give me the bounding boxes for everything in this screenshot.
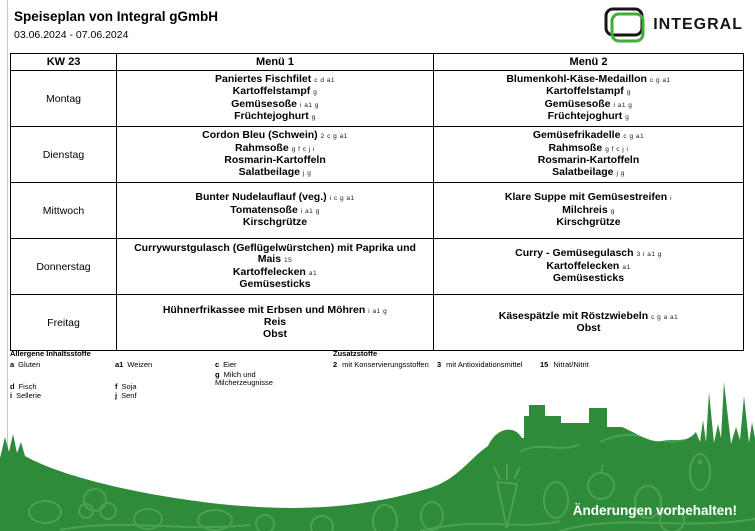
menu2-cell (434, 295, 744, 351)
logo-wordmark: INTEGRAL (653, 16, 743, 33)
allergen-codes: i a1 g (300, 101, 319, 109)
allergen-entry: j Senf (115, 391, 137, 400)
allergen-codes: i a1 g (300, 207, 320, 215)
integral-logo (603, 6, 743, 44)
table-header-row (11, 54, 744, 71)
day-cell: Montag (11, 71, 117, 127)
allergen-code: d (10, 381, 15, 391)
additive-entry: 3 mit Antioxidationsmittel (437, 360, 523, 369)
additive-code: 15 (540, 360, 549, 369)
allergen-codes: g (625, 114, 630, 121)
dish-name: Currywurstgulasch (Geflügelwürstchen) mit Paprika und Mais (134, 241, 416, 265)
allergen-codes: i (670, 195, 673, 203)
dish-name: Hühnerfrikassee mit Erbsen und Möhren (162, 303, 366, 316)
allergen-codes: c g a1 (649, 76, 671, 84)
day-cell: Freitag (11, 295, 117, 351)
allergen-codes: i a1 g (368, 307, 388, 315)
dish-name: Bunter Nudelauflauf (veg.) (195, 191, 327, 204)
dish-name: Obst (263, 327, 287, 340)
additive-code: 3 (437, 360, 442, 369)
dish-line (434, 167, 743, 180)
dish-name: Gemüsesoße (231, 97, 298, 110)
allergen-codes: g (626, 89, 631, 96)
dish-line (117, 329, 433, 341)
allergen-codes: g (610, 207, 615, 215)
header-menu2: Menü 2 (434, 54, 744, 71)
menu1-cell (117, 295, 434, 351)
allergen-code: i (10, 391, 13, 400)
allergen-codes: 2 c g a1 (320, 133, 348, 140)
day-cell: Mittwoch (11, 183, 117, 239)
additive-entry: 2 mit Konservierungsstoffen (333, 360, 429, 369)
day-cell: Donnerstag (11, 239, 117, 295)
dish-line (434, 273, 743, 285)
meal-plan-table (10, 53, 744, 351)
dish-name: Gemüsesticks (552, 272, 625, 285)
dish-name: Blumenkohl-Käse-Medaillon (506, 72, 647, 85)
additive-entry: 15 Nitrat/Nitrit (540, 360, 589, 369)
menu1-cell (117, 239, 434, 295)
header-menu1: Menü 1 (117, 54, 434, 71)
dish-name: Milchreis (562, 203, 608, 216)
allergen-codes: c d a1 (314, 76, 335, 84)
dish-name: Rahmsoße (235, 141, 289, 154)
dish-name: Rahmsoße (548, 141, 603, 154)
dish-name: Kartoffelstampf (546, 85, 624, 97)
allergen-codes: c g a1 (623, 133, 645, 140)
allergen-code: f (115, 381, 118, 391)
day-cell: Dienstag (11, 127, 117, 183)
allergen-code: j (115, 391, 118, 400)
allergen-codes: j g (616, 169, 625, 177)
allergen-codes: 3 i a1 g (636, 251, 662, 259)
dish-name: Rosmarin-Kartoffeln (224, 154, 326, 166)
dish-name: Rosmarin-Kartoffeln (537, 154, 640, 166)
integral-logo-icon (603, 6, 649, 44)
dish-name: Salatbeilage (552, 165, 614, 178)
allergen-entry: f Soja (115, 381, 137, 391)
allergen-codes: i a1 g (613, 101, 633, 109)
dish-line (434, 323, 743, 335)
dish-name: Käsespätzle mit Röstzwiebeln (498, 309, 649, 322)
table-row (11, 127, 744, 183)
table-row (11, 183, 744, 239)
logo-green-rect (612, 14, 643, 41)
allergen-entry: i Sellerie (10, 391, 42, 400)
allergen-codes: g (313, 89, 318, 96)
allergen-code: a (10, 360, 15, 369)
table-row (11, 239, 744, 295)
dish-line (434, 111, 743, 124)
allergen-code: a1 (115, 360, 124, 369)
additives-title: Zusatzstoffe (333, 349, 378, 358)
dish-name: Gemüsesticks (239, 278, 311, 290)
dish-name: Klare Suppe mit Gemüsestreifen (504, 191, 668, 204)
menu1-cell (117, 71, 434, 127)
allergen-codes: 15 (284, 257, 293, 264)
dish-name: Kirschgrütze (242, 216, 308, 229)
dish-name: Salatbeilage (238, 165, 300, 178)
allergen-codes: g (311, 114, 316, 121)
footer-note: Änderungen vorbehalten! (572, 503, 737, 518)
dish-name: Früchtejoghurt (547, 110, 623, 122)
dish-name: Gemüsefrikadelle (532, 129, 621, 141)
header-kw: KW 23 (11, 54, 117, 71)
menu-table-body (11, 71, 744, 351)
allergen-codes: g f c j i (605, 145, 629, 153)
dish-name: Reis (263, 316, 287, 329)
allergen-code: g (215, 369, 220, 379)
allergen-codes: a1 (622, 263, 631, 271)
dish-name: Früchtejoghurt (234, 110, 309, 122)
allergen-entry: a1 Weizen (115, 360, 153, 369)
allergen-entry: d Fisch (10, 381, 37, 391)
dish-name: Tomatensoße (230, 203, 298, 216)
allergens-title: Allergene Inhaltsstoffe (10, 349, 91, 358)
page-title: Speiseplan von Integral gGmbH (14, 9, 219, 24)
dish-name: Curry - Gemüsegulasch (515, 247, 634, 260)
menu1-cell (117, 127, 434, 183)
date-range: 03.06.2024 - 07.06.2024 (14, 29, 129, 41)
allergen-codes: i c g a1 (329, 195, 355, 203)
menu1-cell (117, 183, 434, 239)
allergen-codes: g f c j i (291, 145, 315, 153)
dish-name: Kartoffelecken (546, 259, 620, 272)
dish-line (117, 217, 433, 229)
menu2-cell (434, 239, 744, 295)
menu2-cell (434, 183, 744, 239)
allergen-entry: c Eier (215, 360, 237, 369)
table-row (11, 295, 744, 351)
dish-name: Kartoffelstampf (232, 85, 311, 97)
dish-name: Kirschgrütze (556, 216, 621, 229)
dish-name: Obst (576, 322, 601, 334)
allergen-code: c (215, 360, 220, 369)
dish-line (117, 243, 433, 267)
table-row (11, 71, 744, 127)
dish-line (117, 167, 433, 180)
dish-name: Kartoffelecken (232, 265, 306, 278)
dish-name: Paniertes Fischfilet (214, 72, 312, 85)
allergen-codes: a1 (308, 269, 318, 277)
allergen-codes: c g a a1 (651, 313, 679, 321)
allergen-entry: g Milch und Milcherzeugnisse (215, 369, 273, 387)
menu2-cell (434, 71, 744, 127)
additive-code: 2 (333, 360, 338, 369)
allergen-codes: j g (302, 169, 312, 177)
allergen-entry: a Gluten (10, 360, 41, 369)
dish-name: Gemüsesoße (544, 97, 611, 110)
dish-name: Cordon Bleu (Schwein) (202, 129, 318, 141)
menu2-cell (434, 127, 744, 183)
dish-line (117, 279, 433, 291)
dish-line (117, 111, 433, 124)
dish-line (434, 217, 743, 229)
